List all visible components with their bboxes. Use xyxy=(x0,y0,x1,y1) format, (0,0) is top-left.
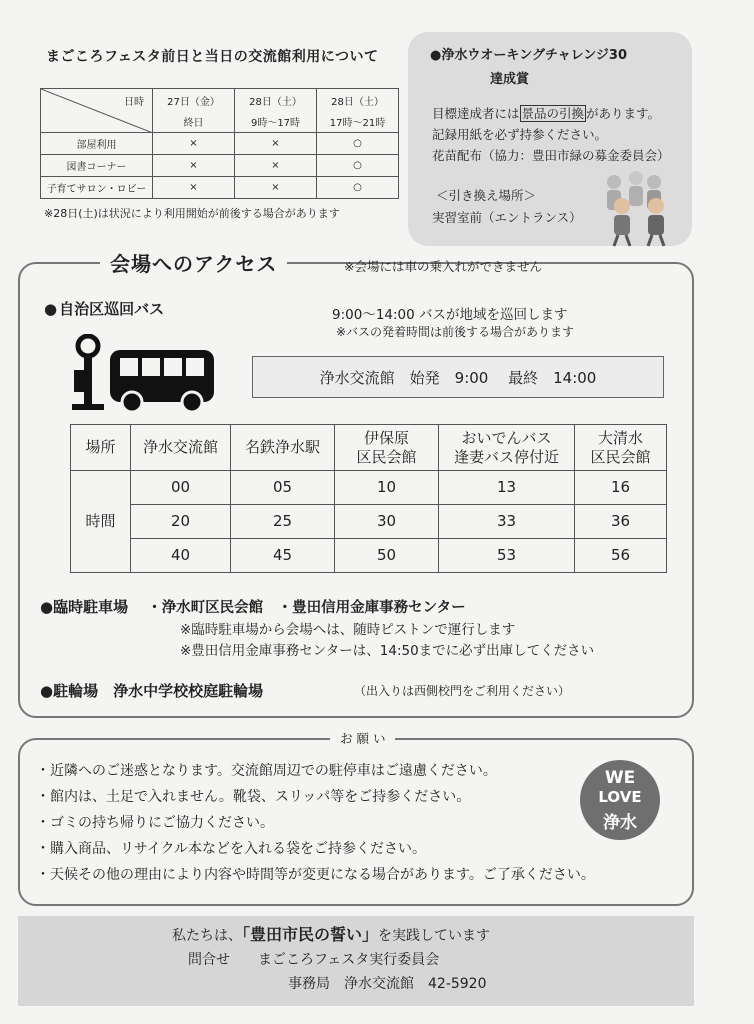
prize-highlight: 景品の引換 xyxy=(521,106,585,121)
walking-line-4: ＜引き換え場所＞ xyxy=(436,188,537,203)
table-row: 40 45 50 53 56 xyxy=(71,539,667,573)
list-item: ・購入商品、リサイクル本などを入れる袋をご持参ください。 xyxy=(36,841,427,857)
footer-office: 事務局 浄水交流館 42-5920 xyxy=(288,976,487,992)
time-label: 時間 xyxy=(71,471,131,573)
bus-info: 9:00〜14:00 バスが地域を巡回します xyxy=(332,307,568,323)
bus-timetable xyxy=(70,424,667,573)
bus-heading: ● 自治区巡回バス xyxy=(44,298,164,319)
table-row: 時間 00 05 10 13 16 xyxy=(71,471,667,505)
list-item: ・館内は、土足で入れません。靴袋、スリッパ等をご持参ください。 xyxy=(36,789,471,805)
walking-line-3: 花苗配布（協力：豊田市緑の募金委員会） xyxy=(432,148,670,163)
footer-pledge: 私たちは、「豊田市民の誓い」を実践しています xyxy=(172,925,491,944)
requests-title: お 願 い xyxy=(330,729,395,747)
table-row: 場所 浄水交流館 名鉄浄水駅 伊保原 区民会館 おいでんバス 逢妻バス停付近 大清水 区民会館 xyxy=(71,425,667,471)
bus-info-note: ※バスの発着時間は前後する場合があります xyxy=(336,325,575,339)
parking-sites: ・浄水町区民会館 ・豊田信用金庫事務センター xyxy=(147,600,466,616)
parking-heading: ●臨時駐車場 xyxy=(40,598,129,616)
col-header: 28日（土） 9時〜17時 xyxy=(235,89,317,133)
walking-subtitle: 達成賞 xyxy=(490,72,530,87)
bike-parking-heading: ●駐輪場 浄水中学校校庭駐輪場 xyxy=(40,682,264,700)
walking-line-5: 実習室前（エントランス） xyxy=(432,210,582,225)
table-row: 20 25 30 33 36 xyxy=(71,505,667,539)
facility-note: ※28日(土)は状況により利用開始が前後する場合があります xyxy=(44,207,340,220)
access-title: 会場へのアクセス xyxy=(110,252,278,276)
walking-line-1: 目標達成者には 景品の引換 があります。 xyxy=(432,106,661,121)
bus-stop-icon xyxy=(70,334,218,414)
table-header-corner: 日時 xyxy=(41,89,153,133)
walking-title: ●浄水ウオーキングチャレンジ30 xyxy=(430,48,628,63)
table-row: 部屋利用 × × ○ xyxy=(41,133,399,155)
facility-title: まごころフェスタ前日と当日の交流館利用について xyxy=(46,49,379,65)
facility-usage-table xyxy=(40,88,399,199)
parking-note-2: ※豊田信用金庫事務センターは、14:50までに必ず出庫してください xyxy=(180,643,595,659)
parking-section xyxy=(40,596,466,617)
table-row: 子育てサロン・ロビー × × ○ xyxy=(41,177,399,199)
footer-contact: 問合せ まごころフェスタ実行委員会 xyxy=(188,952,440,968)
list-item: ・近隣へのご迷惑となります。交流館周辺での駐停車はご遠慮ください。 xyxy=(36,763,497,779)
list-item: ・ゴミの持ち帰りにご協力ください。 xyxy=(36,815,274,831)
parking-note-1: ※臨時駐車場から会場へは、随時ピストンで運行します xyxy=(180,622,516,638)
access-title-wrap xyxy=(100,248,287,276)
access-note: ※会場には車の乗入れができません xyxy=(344,259,542,274)
we-love-jyosui-logo: WE LOVE 浄水 xyxy=(580,760,660,840)
bike-parking-note: （出入りは西側校門をご利用ください） xyxy=(354,684,571,698)
bus-origin-box: 浄水交流館 始発 9:00 最終 14:00 xyxy=(252,356,664,398)
table-row: 図書コーナー × × ○ xyxy=(41,155,399,177)
walking-people-illustration-icon xyxy=(592,168,680,248)
col-header: 27日（金） 終日 xyxy=(153,89,235,133)
col-header: 28日（土） 17時〜21時 xyxy=(317,89,399,133)
list-item: ・天候その他の理由により内容や時間等が変更になる場合があります。ご了承ください。 xyxy=(36,867,595,883)
walking-line-2: 記録用紙を必ず持参ください。 xyxy=(432,127,608,142)
